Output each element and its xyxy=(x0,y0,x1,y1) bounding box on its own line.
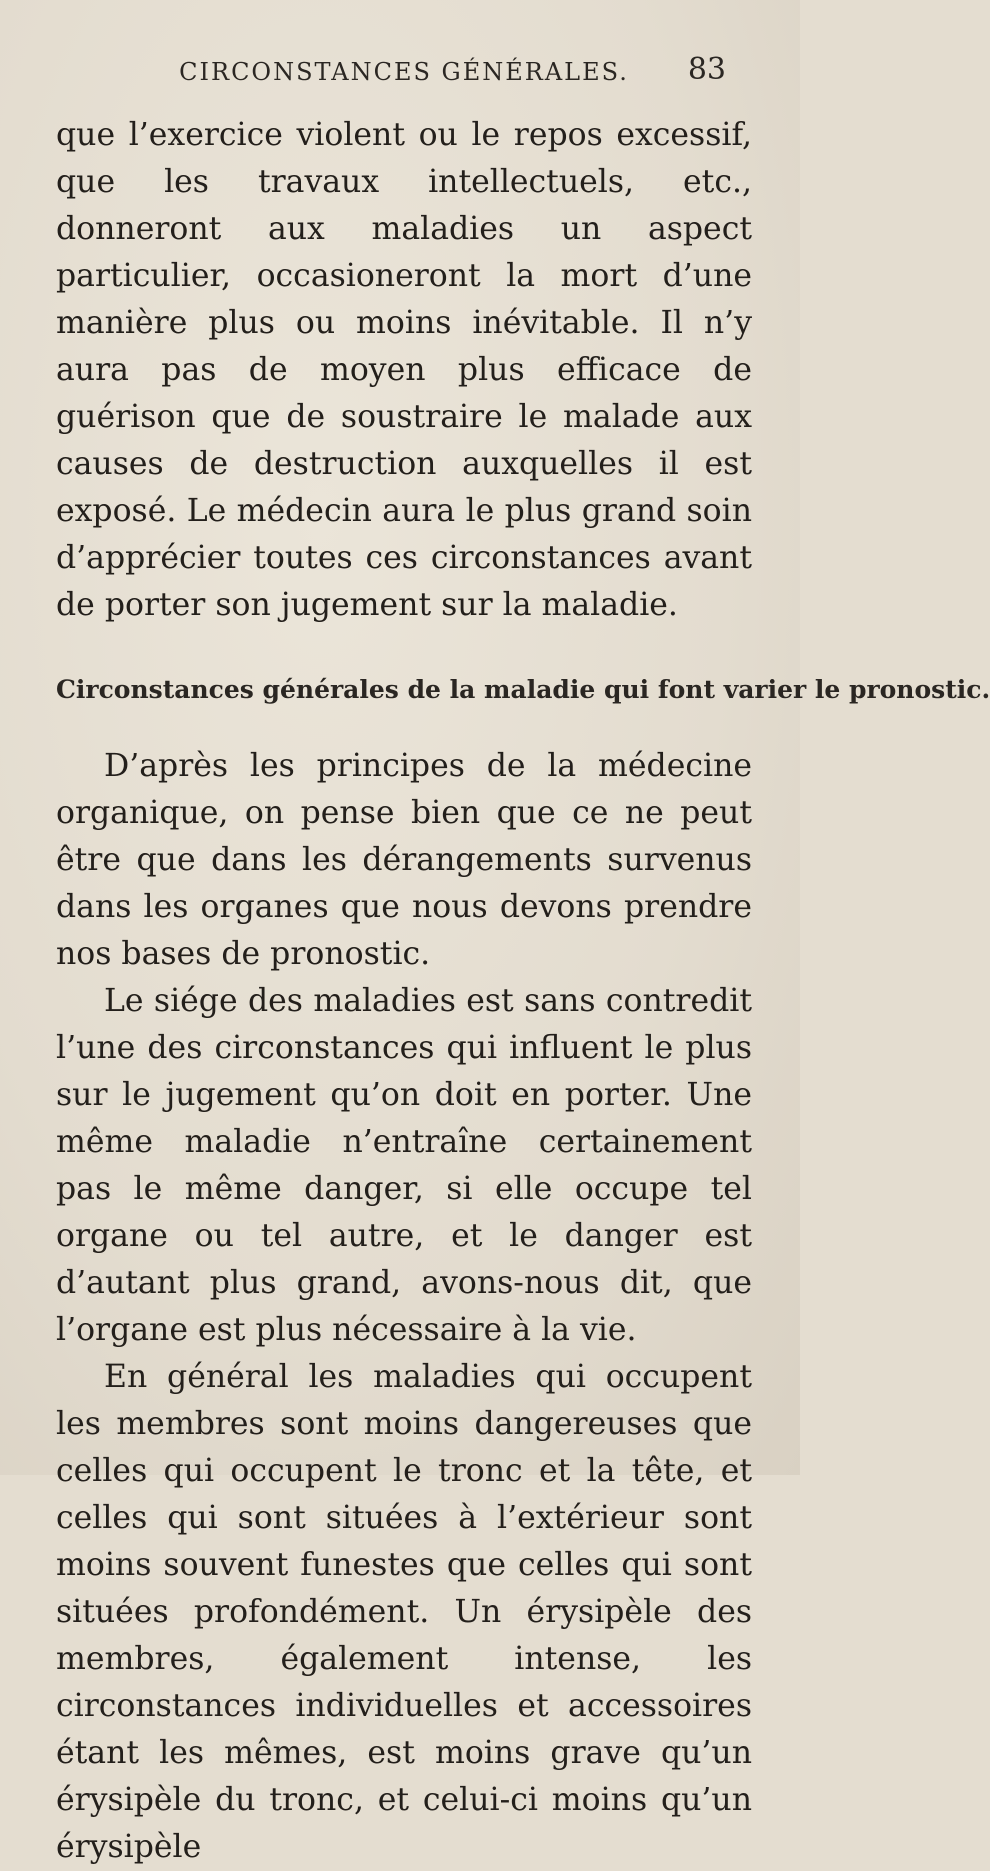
running-title: CIRCONSTANCES GÉNÉRALES. xyxy=(179,58,629,86)
paragraph-continued: que l’exercice violent ou le repos excessif, que les travaux intellectuels, etc., donneront aux maladies un aspect particulier, occasioneront la mort d’une manière plus ou moins inévitable. Il n’y aura pas de moyen plus efficace de guérison que de soustraire le malade aux causes de destruction auxquelles il est exposé. Le médecin aura le plus grand soin d’apprécier toutes ces circonstances avant de porter son jugement sur la maladie. xyxy=(56,117,752,623)
section-heading: Circonstances générales de la maladie qui font varier le pronostic. xyxy=(56,675,990,704)
running-head xyxy=(56,0,752,100)
top-spacer xyxy=(56,100,752,112)
paragraph-seat-of-disease: Le siége des maladies est sans contredit l’une des circonstances qui influent le plus sur le jugement qu’on doit en porter. Une même maladie n’entraîne certainement pas le même danger, si elle occupe tel organe ou tel autre, et le danger est d’autant plus grand, avons-nous dit, que l’organe est plus nécessaire à la vie. xyxy=(56,983,752,1348)
page-number: 83 xyxy=(687,52,726,87)
paragraph-general-location: En général les maladies qui occupent les membres sont moins dangereuses que celles qui occupent le tronc et la tête, et celles qui sont situées à l’extérieur sont moins souvent funestes que celles qui sont situées profondément. Un érysipèle des membres, également intense, les circonstances individuelles et accessoires étant les mêmes, est moins grave qu’un érysipèle du tronc, et celui-ci moins qu’un érysipèle xyxy=(56,1359,752,1865)
paragraph-organic-principles: D’après les principes de la médecine organique, on pense bien que ce ne peut être que dans les dérangements survenus dans les organes que nous devons prendre nos bases de pronostic. xyxy=(56,748,752,972)
